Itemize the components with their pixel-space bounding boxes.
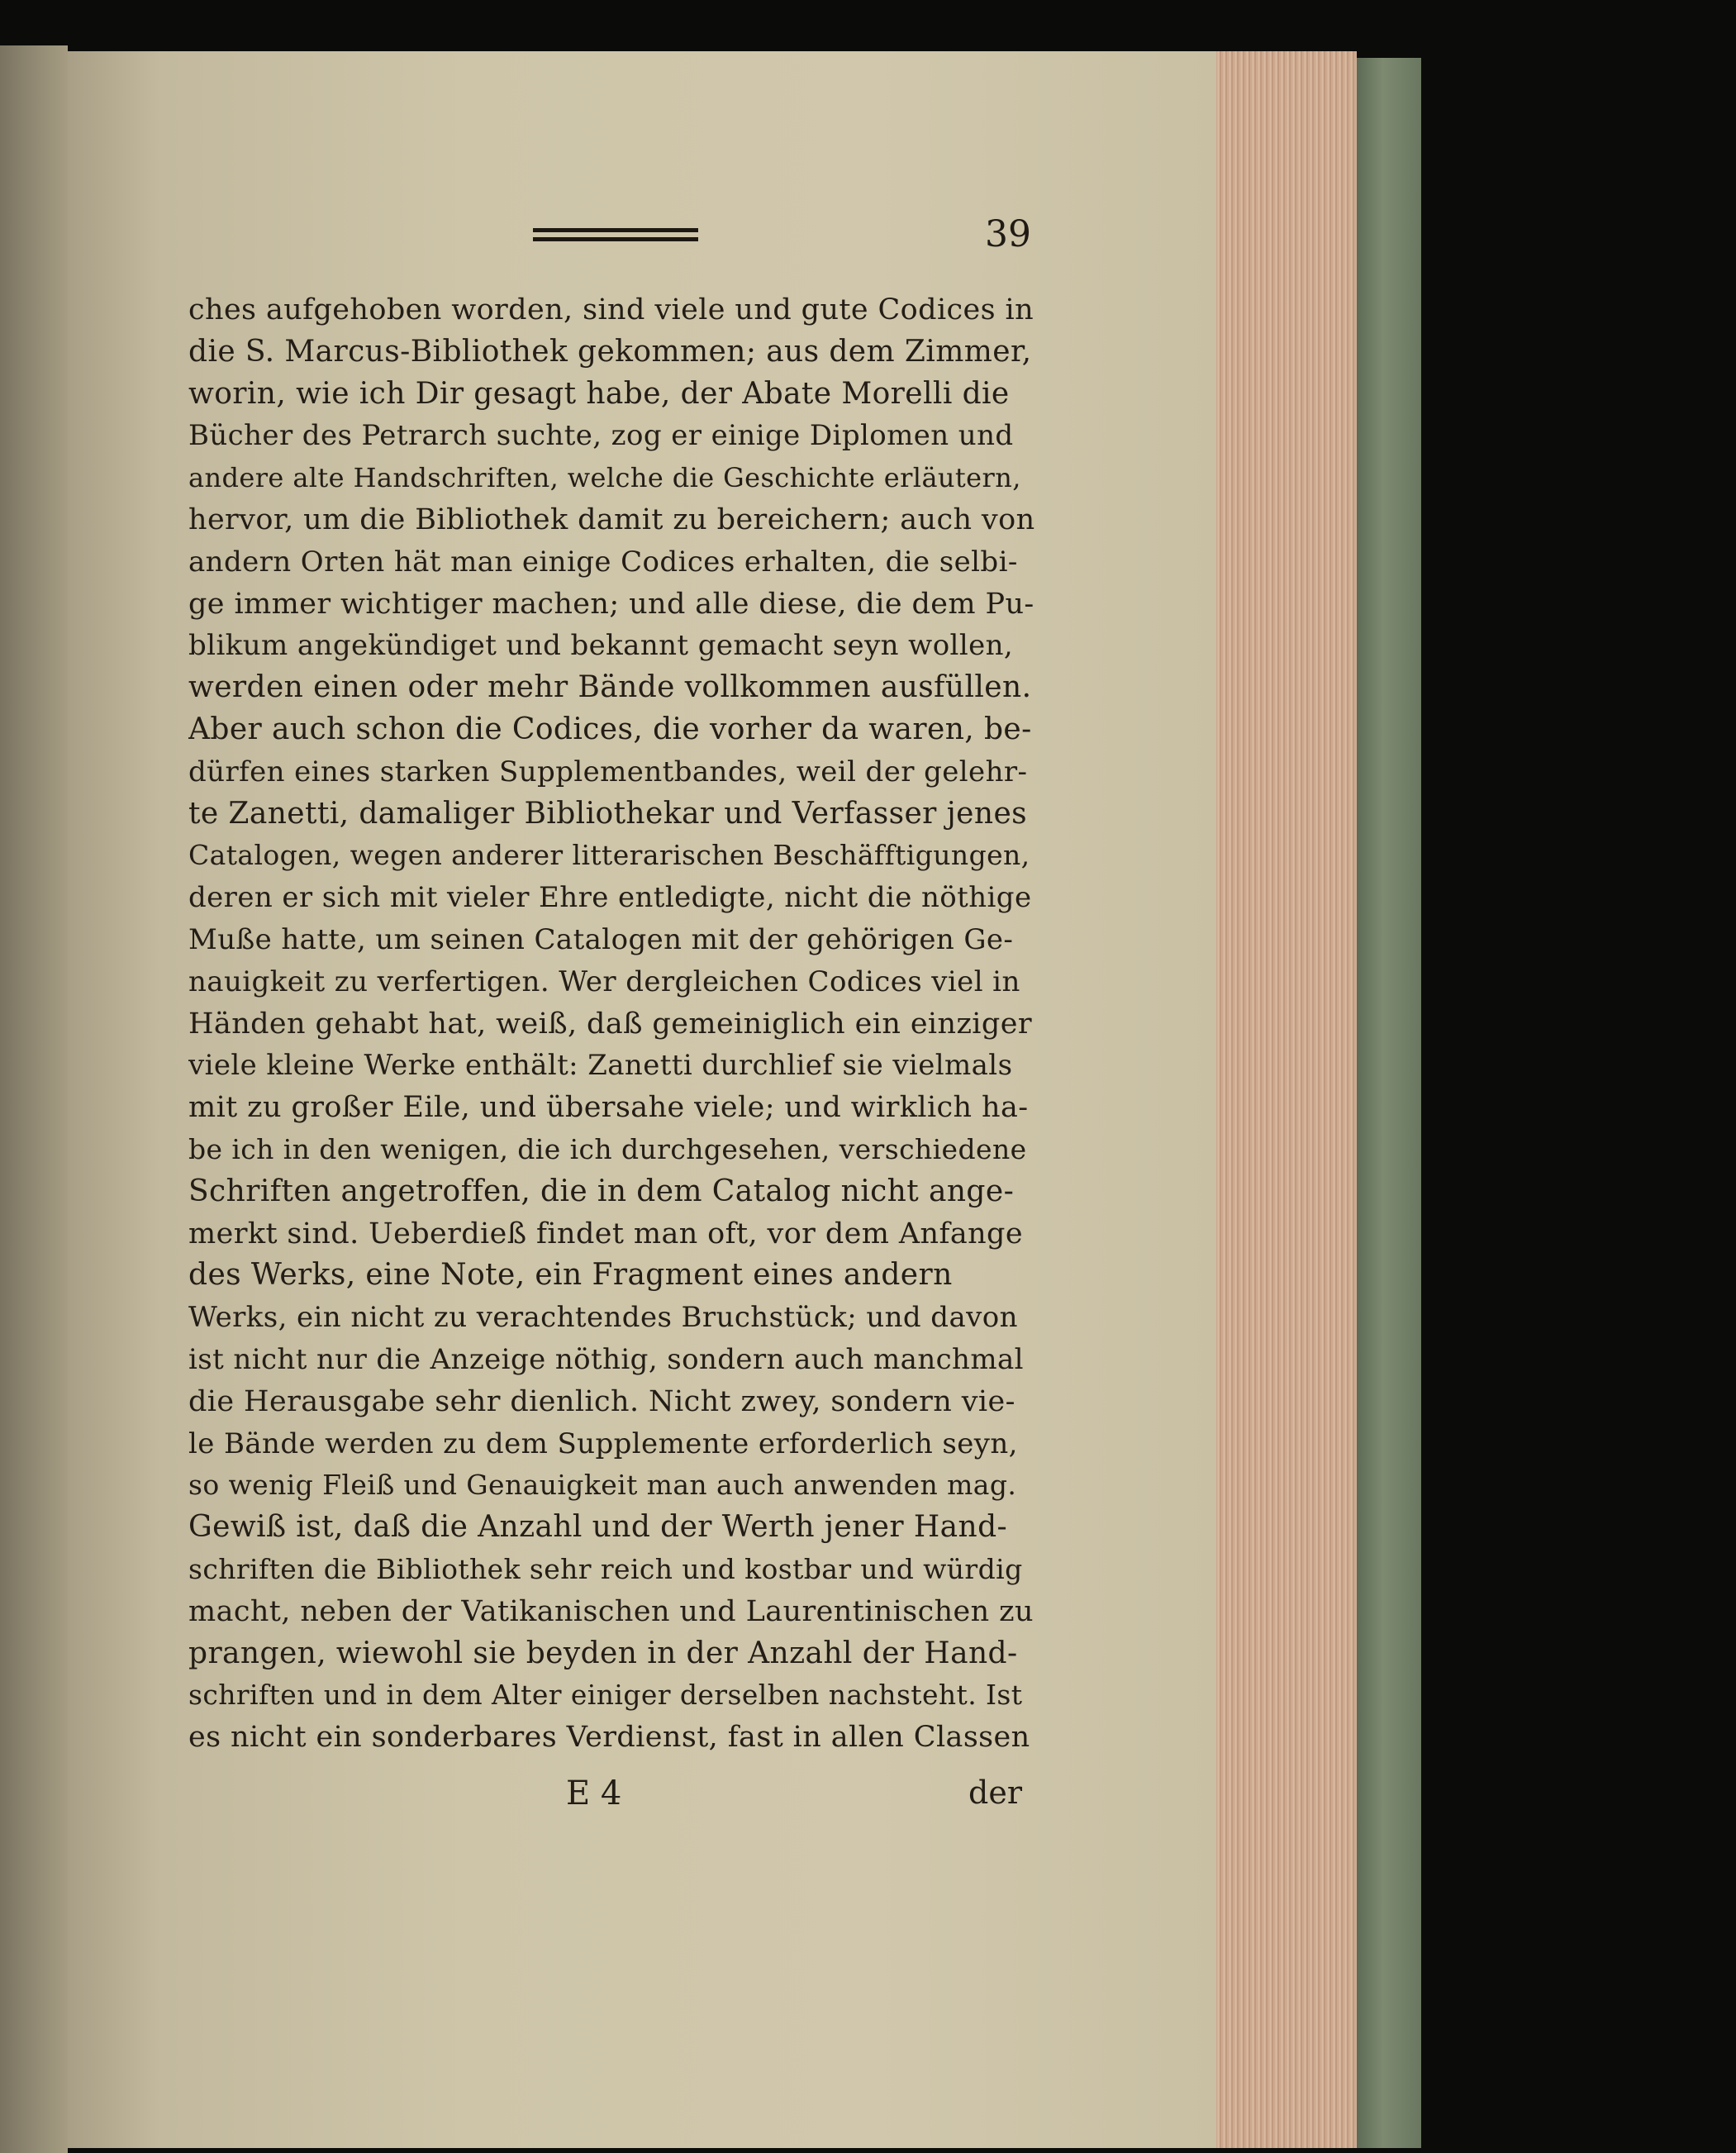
book-cover-edge	[1357, 58, 1421, 2148]
text-line: prangen, wiewohl sie beyden in der Anzahl der Hand-	[188, 1636, 1018, 1670]
header-rule-bottom	[533, 237, 698, 241]
text-line: be ich in den wenigen, die ich durchgesehen, verschiedene	[188, 1132, 1027, 1165]
text-line: es nicht ein sonderbares Verdienst, fast in allen Classen	[188, 1721, 1030, 1755]
text-line: worin, wie ich Dir gesagt habe, der Abate Morelli die	[188, 376, 1010, 411]
text-line: des Werks, eine Note, ein Fragment eines andern	[188, 1258, 953, 1293]
text-line: deren er sich mit vieler Ehre entledigte, nicht die nöthige	[188, 881, 1032, 915]
text-line: Bücher des Petrarch suchte, zog er einige Diplomen und	[188, 419, 1014, 453]
text-line: so wenig Fleiß und Genauigkeit man auch anwenden mag.	[188, 1469, 1017, 1502]
catchword: der	[968, 1774, 1022, 1811]
text-line: ist nicht nur die Anzeige nöthig, sondern auch manchmal	[188, 1342, 1024, 1376]
signature-mark: E 4	[566, 1774, 622, 1812]
text-line: Muße hatte, um seinen Catalogen mit der gehörigen Ge-	[188, 922, 1014, 956]
text-line: hervor, um die Bibliothek damit zu bereichern; auch von	[188, 503, 1035, 536]
header-rule-top	[533, 228, 698, 232]
body-text	[188, 289, 1035, 1759]
text-line: Catalogen, wegen anderer litterarischen Beschäfftigungen,	[188, 839, 1030, 872]
text-line: merkt sind. Ueberdieß findet man oft, vor dem Anfange	[188, 1217, 1023, 1250]
text-line: Schriften angetroffen, die in dem Catalog nicht ange-	[188, 1174, 1015, 1208]
text-line: Händen gehabt hat, weiß, daß gemeiniglich ein einziger	[188, 1007, 1032, 1041]
text-line: Gewiß ist, daß die Anzahl und der Werth jener Hand-	[188, 1510, 1008, 1545]
text-line: mit zu großer Eile, und übersahe viele; und wirklich ha-	[188, 1091, 1029, 1125]
page-number: 39	[985, 213, 1031, 255]
text-line: Aber auch schon die Codices, die vorher da waren, be-	[188, 712, 1032, 746]
text-line: andern Orten hät man einige Codices erhalten, die selbi-	[188, 545, 1018, 579]
text-line: die S. Marcus-Bibliothek gekommen; aus dem Zimmer,	[188, 334, 1032, 369]
text-line: Werks, ein nicht zu verachtendes Bruchstück; und davon	[188, 1301, 1018, 1335]
text-line: viele kleine Werke enthält: Zanetti durchlief sie vielmals	[188, 1049, 1013, 1083]
text-line: le Bände werden zu dem Supplemente erforderlich seyn,	[188, 1427, 1018, 1460]
text-line: ches aufgehoben worden, sind viele und gute Codices in	[188, 293, 1034, 326]
text-line: te Zanetti, damaliger Bibliothekar und Verfasser jenes	[188, 796, 1028, 831]
page-fore-edge	[1216, 51, 1357, 2148]
text-line: andere alte Handschriften, welche die Geschichte erläutern,	[188, 462, 1021, 494]
text-line: macht, neben der Vatikanischen und Laurentinischen zu	[188, 1594, 1034, 1628]
text-line: dürfen eines starken Supplementbandes, weil der gelehr-	[188, 755, 1028, 788]
text-line: ge immer wichtiger machen; und alle diese, die dem Pu-	[188, 587, 1034, 621]
text-line: blikum angekündiget und bekannt gemacht seyn wollen,	[188, 629, 1014, 663]
text-line: schriften die Bibliothek sehr reich und kostbar und würdig	[188, 1552, 1023, 1585]
text-line: die Herausgabe sehr dienlich. Nicht zwey, sondern vie-	[188, 1384, 1015, 1418]
text-line: nauigkeit zu verfertigen. Wer dergleichen Codices viel in	[188, 965, 1020, 998]
text-line: werden einen oder mehr Bände vollkommen ausfüllen.	[188, 670, 1032, 705]
facing-page-edge	[0, 45, 68, 2153]
text-line: schriften und in dem Alter einiger derselben nachsteht. Ist	[188, 1679, 1023, 1712]
